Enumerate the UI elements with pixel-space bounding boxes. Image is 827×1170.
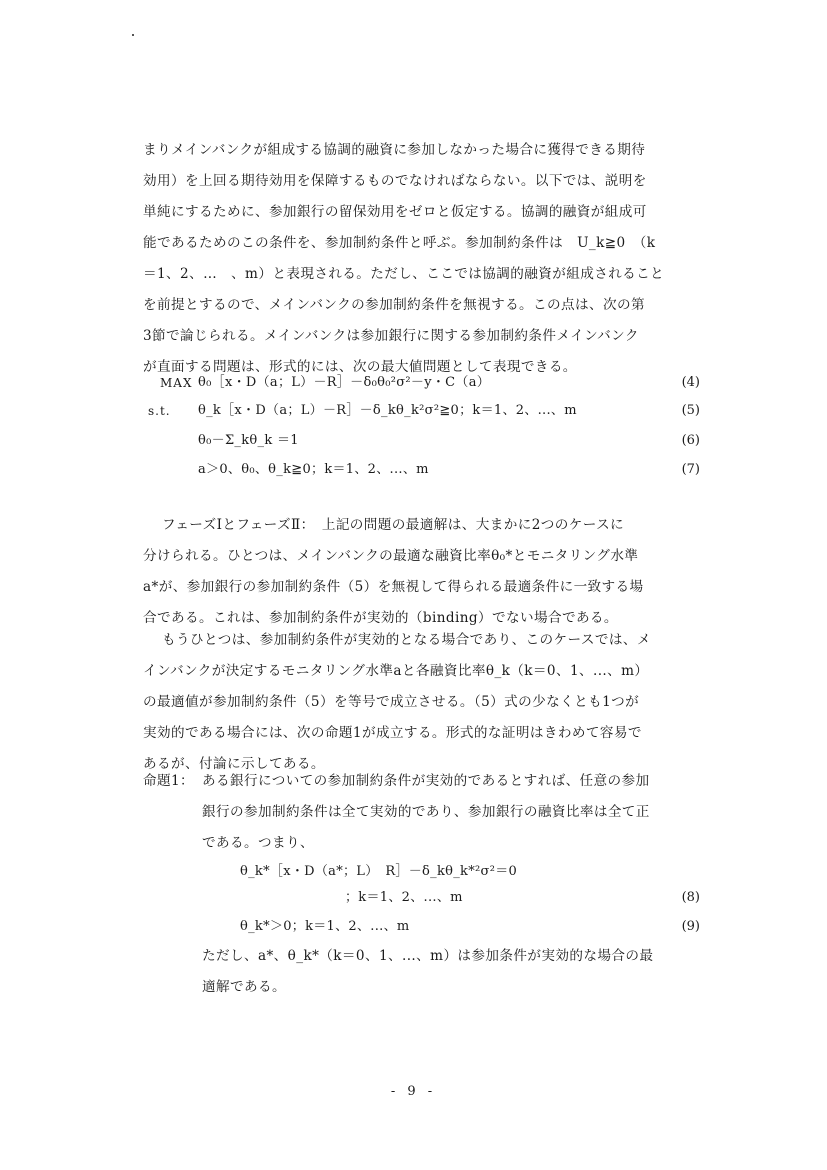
text-line: 適解である。 [202,979,286,995]
page-number: - 9 - [390,1084,437,1099]
text-line: である。つまり、 [202,835,314,851]
equation-8: θ_k*［x・D（a*；L） R］－δ_kθ_k*²σ²＝0 [240,864,518,879]
text-line: インバンクが決定するモニタリング水準aと各融資比率θ_k（k＝0、1、...、m） [143,663,649,679]
equation-4: θ₀［x・D（a；L）－R］－δ₀θ₀²σ²－y・C（a） [198,375,491,390]
equation-label: s.t. [148,404,171,418]
text-line: 単純にするために、参加銀行の留保効用をゼロと仮定する。協調的融資が組成可 [143,204,647,220]
equation-number: (7) [681,462,700,477]
text-line: が直面する問題は、形式的には、次の最大値問題として表現できる。 [143,359,577,375]
text-line: まりメインバンクが組成する協調的融資に参加しなかった場合に獲得できる期待 [143,142,646,158]
text-line: もうひとつは、参加制約条件が実効的となる場合であり、このケースでは、メ [162,632,651,648]
text-line: 分けられる。ひとつは、メインバンクの最適な融資比率θ₀*とモニタリング水準 [143,548,639,564]
text-line: を前提とするので、メインバンクの参加制約条件を無視する。この点は、次の第 [143,297,646,313]
text-line: の最適値が参加制約条件（5）を等号で成立させる。（5）式の少なくとも1つが [143,694,640,710]
text-line: a*が、参加銀行の参加制約条件（5）を無視して得られる最適条件に一致する場 [143,579,644,595]
text-line: あるが、付論に示してある。 [143,756,325,772]
equation-label: MAX [160,376,193,390]
text-line: 3節で論じられる。メインバンクは参加銀行に関する参加制約条件メインバンク [143,328,639,344]
equation-number: (9) [681,919,700,934]
equation-7: a＞0、θ₀、θ_k≧0；k＝1、2、...、m [198,462,429,477]
text-line: 実効的である場合には、次の命題1が成立する。形式的な証明はきわめて容易で [143,725,642,741]
text-line: ただし、a*、θ_k*（k＝0、1、...、m）は参加条件が実効的な場合の最 [202,948,654,964]
equation-number: (6) [681,433,700,448]
text-line: 合である。これは、参加制約条件が実効的（binding）でない場合である。 [143,610,618,626]
equation-number: (8) [681,890,700,905]
text-line: 能であるためのこの条件を、参加制約条件と呼ぶ。参加制約条件は U_k≧0 （k [143,235,656,251]
equation-6: θ₀－Σ_kθ_k ＝1 [198,433,299,448]
equation-5: θ_k［x・D（a；L）－R］－δ_kθ_k²σ²≧0；k＝1、2、...、m [198,403,577,418]
text-line: 効用）を上回る期待効用を保障するものでなければならない。以下では、説明を [143,173,647,189]
equation-9: θ_k*＞0；k＝1、2、...、m [240,919,410,934]
text-line: 銀行の参加制約条件は全て実効的であり、参加銀行の融資比率は全て正 [202,804,650,820]
text-line: フェーズⅠとフェーズⅡ： 上記の問題の最適解は、大まかに2つのケースに [162,517,625,533]
scan-speck [132,34,134,36]
text-line: ある銀行についての参加制約条件が実効的であるとすれば、任意の参加 [202,773,650,789]
equation-number: (5) [681,403,700,418]
equation-number: (4) [681,375,700,390]
proposition-label: 命題1： [143,773,195,789]
text-line: ＝1、2、… 、m）と表現される。ただし、ここでは協調的融資が組成されること [143,266,665,282]
equation-8-range: ；k＝1、2、...、m [345,890,463,905]
